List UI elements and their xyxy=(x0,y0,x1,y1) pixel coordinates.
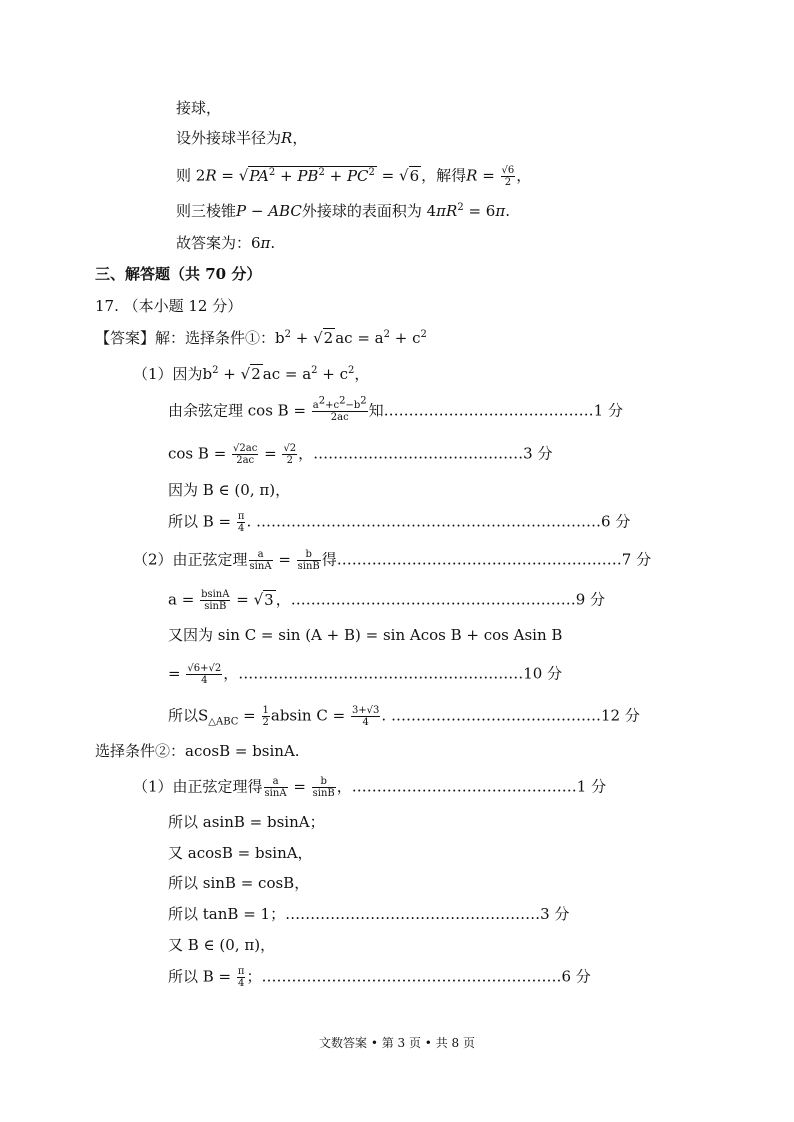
text-line-17: 所以$S_{\triangle ABC}$ = $\frac{1}{2}$ absin C = $\frac{3+√3}{4}$ . ……………………………………12 分 xyxy=(168,705,640,728)
text-line-12: 所以 B = $\frac{\pi}{4}$ . ……………………………………………………………6 分 xyxy=(168,511,631,534)
text-line-23: 所以 tanB = 1；……………………………………………3 分 xyxy=(168,905,570,923)
section-heading: 三、解答题（共 70 分） xyxy=(95,265,262,283)
text-line-7: 【答案】解：选择条件①：$b^2 + √2$ ac = $a^2 + c^2$ xyxy=(95,329,427,347)
text-line-16: = $\frac{√6+√2}{4}$ ，…………………………………………………10 分 xyxy=(168,663,563,686)
text-line-24: 又 B ∈ (0, π)， xyxy=(168,936,276,954)
text-line-25: 所以 B = $\frac{\pi}{4}$ ；……………………………………………………6 分 xyxy=(168,966,591,989)
text-line-19: （1）由正弦定理得 $\frac{a}{\sin A}$ = $\frac{b}{\sin B}$ ，………………………………………1 分 xyxy=(133,776,607,799)
text-line-3: 则三棱锥P − ABC外接球的表面积为 $4\pi R^2 = 6\pi$. xyxy=(176,202,510,220)
text-line-22: 所以 sinB = cosB， xyxy=(168,874,310,892)
text-line-1: 设外接球半径为R， xyxy=(176,129,308,147)
text-line-18: 选择条件②：acosB = bsinA. xyxy=(95,742,300,760)
problem-number: 17. （本小题 12 分） xyxy=(95,297,243,315)
text-line-21: 又 acosB = bsinA， xyxy=(168,844,313,862)
text-line-2: 则 $2R = √PA^2 + PB^2 + PC^2 = √6$ ，解得R = $\frac{√6}{2}$ ， xyxy=(176,165,532,188)
text-line-9: 由余弦定理 cos B = $\frac{a^2+c^2-b^2}{2ac}$ 知……………………………………1 分 xyxy=(168,395,623,423)
text-line-10: cos B = $\frac{√2ac}{2ac}$ = $\frac{√2}{2}$ ，……………………………………3 分 xyxy=(168,443,553,466)
text-line-0: 接球， xyxy=(176,99,222,117)
text-line-13: （2）由正弦定理 $\frac{a}{\sin A}$ = $\frac{b}{\sin B}$ 得…………………………………………………7 分 xyxy=(133,549,652,572)
text-line-20: 所以 asinB = bsinA； xyxy=(168,813,325,831)
text-line-14: a = $\frac{bsinA}{\sin B}$ = √3 ，…………………………………………………9 分 xyxy=(168,589,605,612)
text-line-8: （1）因为$b^2 + √2$ ac = $a^2 + c^2$， xyxy=(133,365,370,383)
text-line-4: 故答案为：6π. xyxy=(176,234,276,252)
page-footer: 文数答案 • 第 3 页 • 共 8 页 xyxy=(319,1036,475,1050)
text-line-15: 又因为 sin C = sin (A + B) = sin Acos B + cos Asin B xyxy=(168,626,563,644)
text-line-11: 因为 B ∈ (0, π)， xyxy=(168,481,291,499)
